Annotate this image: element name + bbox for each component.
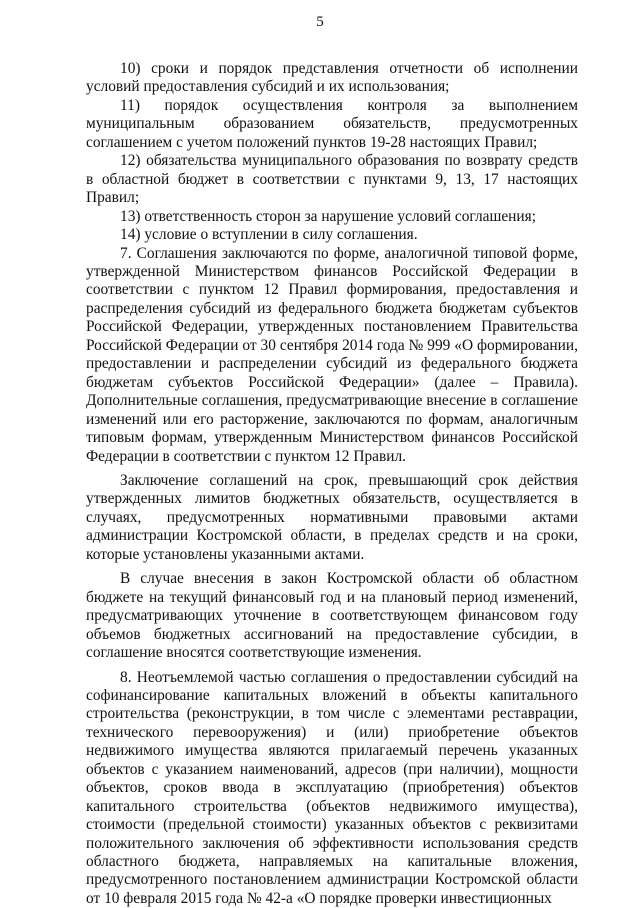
paragraph-agreement-term: Заключение соглашений на срок, превышающий срок действия утвержденных лимитов бюджетных обязательств, осуществляется в случаях, предусмотренных нормативными правовыми актами администрации Костромской области, в пределах средств и на сроки, которые установлены указанными актами. [86, 472, 578, 564]
page-number: 5 [0, 14, 640, 31]
paragraph-item-13: 13) ответственность сторон за нарушение условий соглашения; [86, 208, 578, 226]
paragraph-section-7: 7. Соглашения заключаются по форме, аналогичной типовой форме, утвержденной Министерством финансов Российской Федерации в соответствии с пунктом 12 Правил формирования, предоставления и распределения субсидий из федерального бюджета бюджетам субъектов Российской Федерации, утвержденных постановлением Правительства Российской Федерации от 30 сентября 2014 года № 999 «О формировании, предоставлении и распределении субсидий из федерального бюджета бюджетам субъектов Российской Федерации» (далее – Правила). Дополнительные соглашения, предусматривающие внесение в соглашение изменений или его расторжение, заключаются по формам, аналогичным типовым формам, утвержденным Министерством финансов Российской Федерации в соответствии с пунктом 12 Правил. [86, 245, 578, 466]
paragraph-section-8: 8. Неотъемлемой частью соглашения о предоставлении субсидий на софинансирование капитальных вложений в объекты капитального строительства (реконструкции, в том числе с элементами реставрации, технического перевооружения) и (или) приобретение объектов недвижимого имущества являются прилагаемый перечень указанных объектов с указанием наименований, адресов (при наличии), мощности объектов, сроков ввода в эксплуатацию (приобретения) объектов капитального строительства (объектов недвижимого имущества), стоимости (предельной стоимости) указанных объектов с реквизитами положительного заключения об эффективности использования средств областного бюджета, направляемых на капитальные вложения, предусмотренного постановлением администрации Костромской области от 10 февраля 2015 года № 42-а «О порядке проверки инвестиционных [86, 669, 578, 908]
paragraph-budget-changes: В случае внесения в закон Костромской области об областном бюджете на текущий финансовый год и на плановый период изменений, предусматривающих уточнение в соответствующем финансовом году объемов бюджетных ассигнований на предоставление субсидии, в соглашение вносятся соответствующие изменения. [86, 570, 578, 662]
paragraph-item-10: 10) сроки и порядок представления отчетности об исполнении условий предоставления субсидий и их использования; [86, 60, 578, 97]
paragraph-item-14: 14) условие о вступлении в силу соглашения. [86, 226, 578, 244]
paragraph-item-12: 12) обязательства муниципального образования по возврату средств в областной бюджет в соответствии с пунктами 9, 13, 17 настоящих Правил; [86, 152, 578, 207]
document-body [86, 60, 578, 908]
paragraph-item-11: 11) порядок осуществления контроля за выполнением муниципальным образованием обязательств, предусмотренных соглашением с учетом положений пунктов 19-28 настоящих Правил; [86, 97, 578, 152]
